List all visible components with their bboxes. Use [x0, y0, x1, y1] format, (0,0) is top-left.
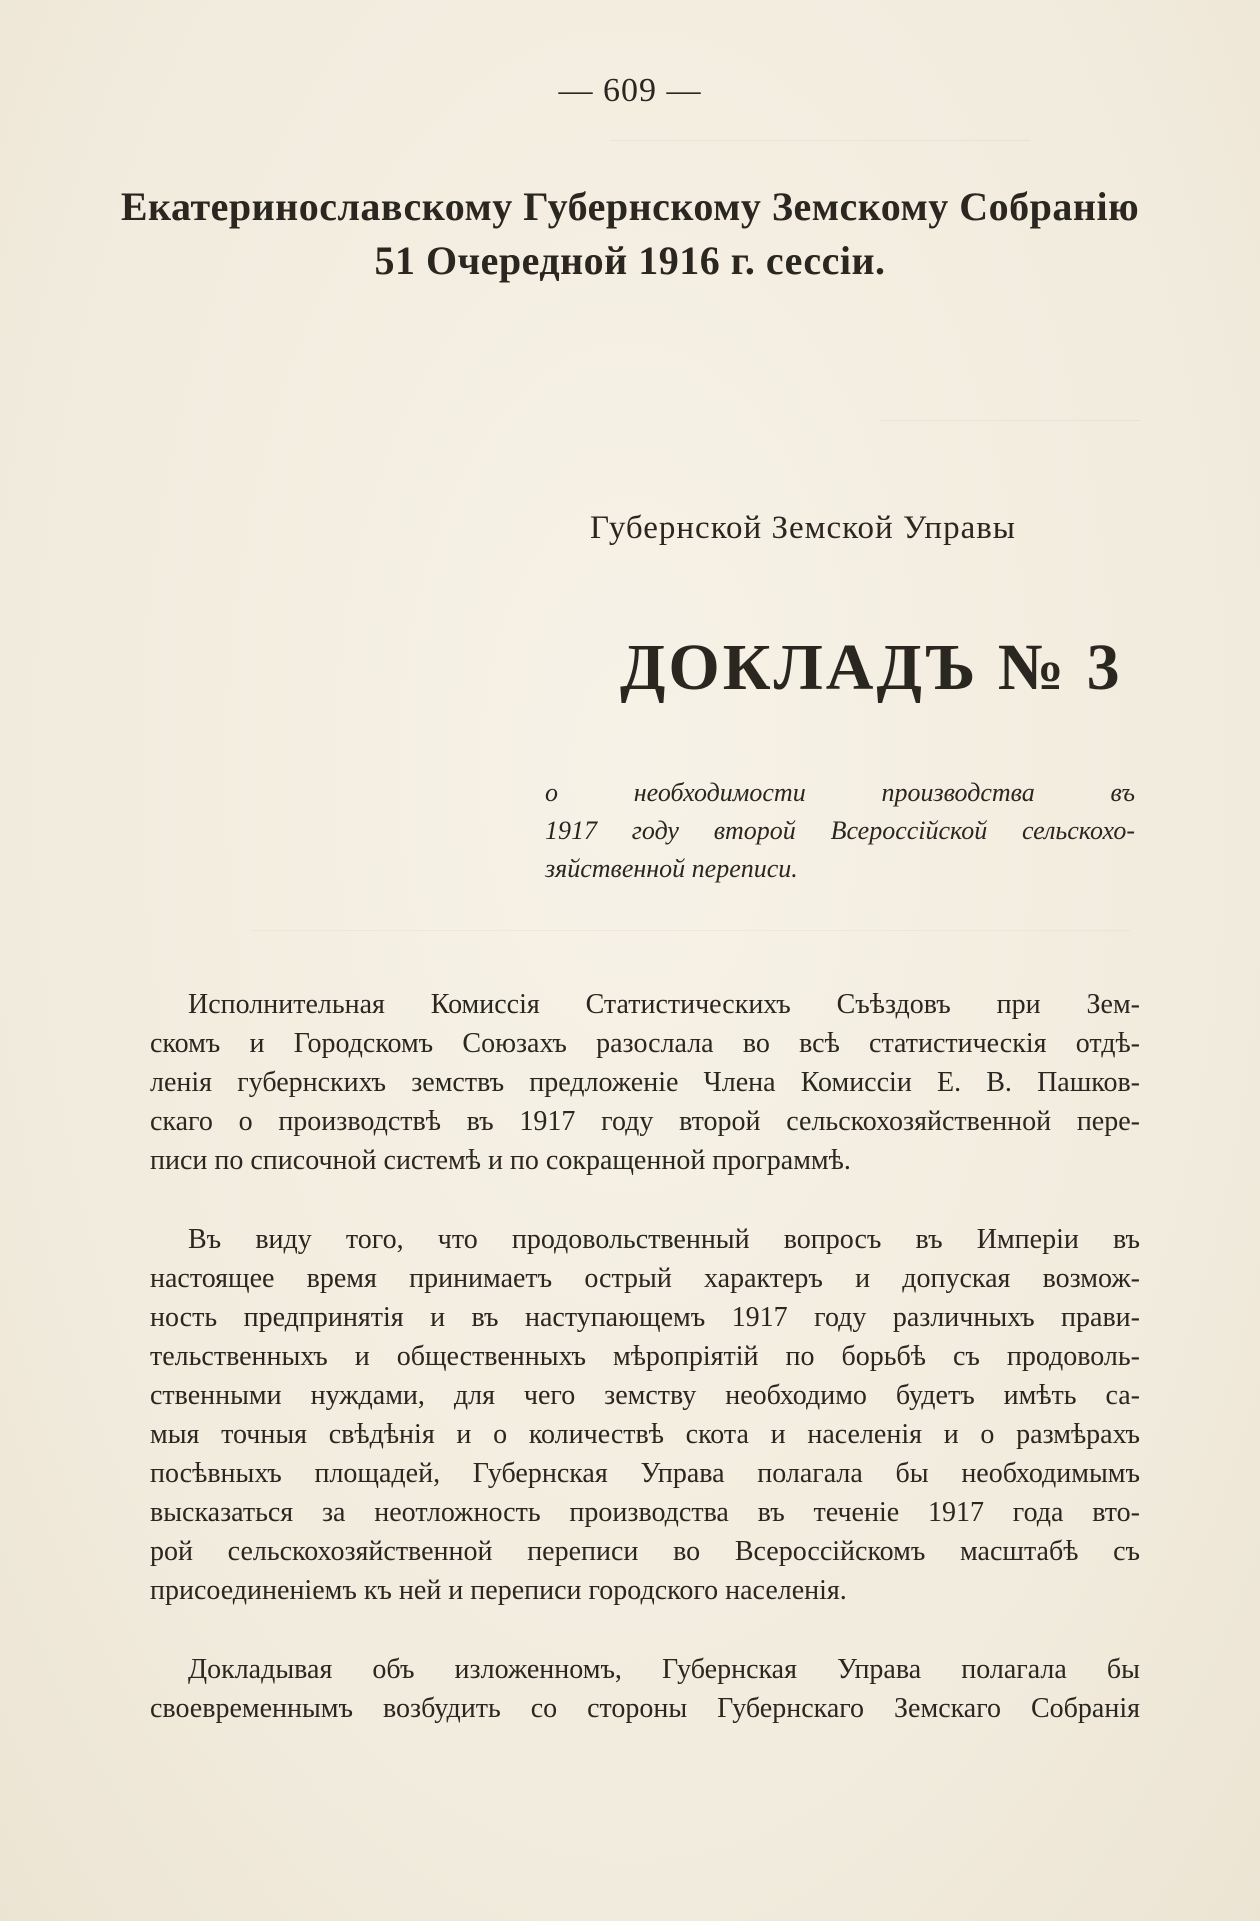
paragraph-line: ность предпринятія и въ наступающемъ 1917 году различныхъ прави-	[150, 1302, 1140, 1333]
paragraph-line: ственными нуждами, для чего земству необходимо будетъ имѣть са-	[150, 1380, 1140, 1411]
addressee-header	[80, 180, 1180, 288]
sender-line: Губернской Земской Управы	[590, 510, 1016, 546]
report-subject	[545, 774, 1135, 888]
addressee-line-2: 51 Очередной 1916 г. сессіи.	[374, 238, 886, 283]
paragraph-line: высказаться за неотложность производства въ теченіе 1917 года вто-	[150, 1497, 1140, 1528]
paragraph-3	[150, 1650, 1140, 1728]
paragraph-1	[150, 985, 1140, 1180]
paragraph-line: писи по списочной системѣ и по сокращенной программѣ.	[150, 1145, 851, 1176]
paragraph-line: рой сельскохозяйственной переписи во Всероссійскомъ масштабѣ съ	[150, 1536, 1140, 1567]
paragraph-line: своевременнымъ возбудить со стороны Губернскаго Земскаго Собранія	[150, 1693, 1140, 1724]
paragraph-line: скаго о производствѣ въ 1917 году второй сельскохозяйственной пере-	[150, 1106, 1140, 1137]
paragraph-line: ленія губернскихъ земствъ предложеніе Члена Комиссіи Е. В. Пашков-	[150, 1067, 1140, 1098]
paragraph-line: Исполнительная Комиссія Статистическихъ Съѣздовъ при Зем-	[188, 989, 1140, 1020]
paragraph-line: скомъ и Городскомъ Союзахъ разослала во всѣ статистическія отдѣ-	[150, 1028, 1140, 1059]
report-title: ДОКЛАДЪ № 3	[620, 631, 1123, 704]
page-number: — 609 —	[558, 72, 702, 109]
paragraph-line: тельственныхъ и общественныхъ мѣропріятій по борьбѣ съ продоволь-	[150, 1341, 1140, 1372]
paragraph-line: присоединеніемъ къ ней и переписи городского населенія.	[150, 1575, 847, 1606]
paragraph-2	[150, 1220, 1140, 1610]
paragraph-line: Въ виду того, что продовольственный вопросъ въ Имперіи въ	[188, 1224, 1140, 1255]
subject-line-3: зяйственной переписи.	[545, 854, 798, 883]
paragraph-line: посѣвныхъ площадей, Губернская Управа полагала бы необходимымъ	[150, 1458, 1140, 1489]
subject-line-1: о необходимости производства въ	[545, 778, 1135, 807]
bleed-through-mark	[610, 140, 1030, 161]
subject-line-2: 1917 году второй Всероссійской сельскохо-	[545, 816, 1135, 845]
paragraph-line: Докладывая объ изложенномъ, Губернская Управа полагала бы	[188, 1654, 1140, 1685]
addressee-line-1: Екатеринославскому Губернскому Земскому Собранію	[120, 184, 1140, 229]
bleed-through-mark	[880, 420, 1140, 435]
paragraph-line: мыя точныя свѣдѣнія и о количествѣ скота и населенія и о размѣрахъ	[150, 1419, 1140, 1450]
paragraph-line: настоящее время принимаетъ острый характеръ и допуская возмож-	[150, 1263, 1140, 1294]
bleed-through-mark	[250, 930, 1130, 945]
report-body	[150, 985, 1140, 1768]
